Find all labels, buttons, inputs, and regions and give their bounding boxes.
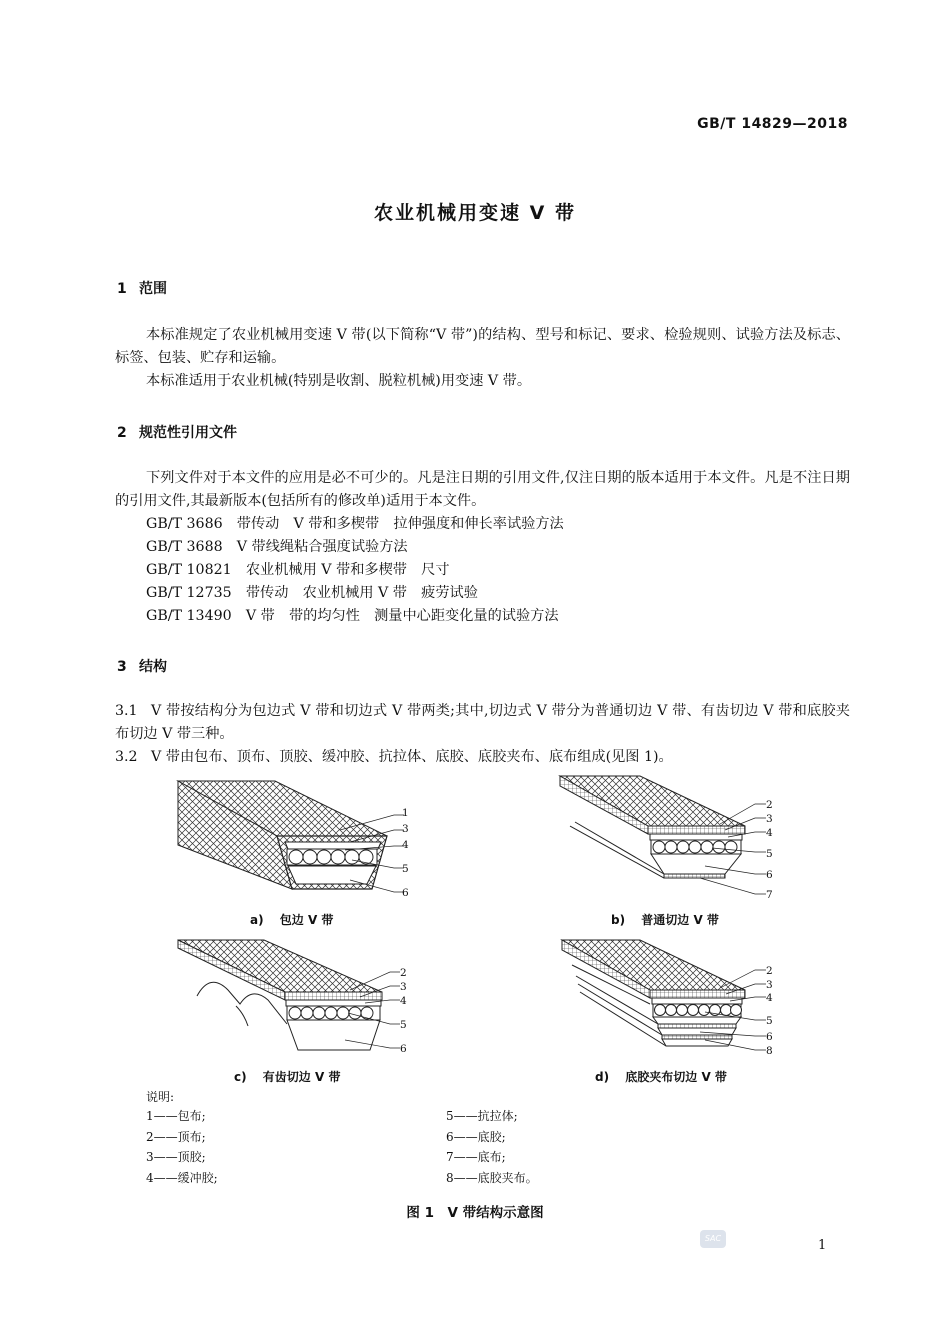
svg-text:8: 8 <box>766 1045 773 1057</box>
standard-number: GB/T 14829—2018 <box>697 116 848 132</box>
svg-text:5: 5 <box>402 863 409 875</box>
reference-item: GB/T 3688 V 带线绳粘合强度试验方法 <box>146 539 408 555</box>
svg-text:3: 3 <box>402 823 409 835</box>
legend-left-column <box>146 1106 218 1188</box>
panel-caption-text: 有齿切边 V 带 <box>262 1070 341 1084</box>
legend-title: 说明: <box>146 1090 175 1104</box>
panel-b-drawing <box>560 776 773 901</box>
reference-item: GB/T 3686 带传动 V 带和多楔带 拉伸强度和伸长率试验方法 <box>146 516 564 532</box>
legend-item: 8——底胶夹布。 <box>446 1170 538 1185</box>
svg-text:1: 1 <box>402 807 409 819</box>
svg-text:7: 7 <box>766 889 773 901</box>
svg-text:4: 4 <box>766 992 773 1004</box>
subclause-text: V 带按结构分为包边式 V 带和切边式 V 带两类;其中,切边式 V 带分为普通切边 V 带、有齿切边 V 带和底胶夹布切边 V 带三种。 <box>115 703 850 742</box>
figure-title: 图 1 V 带结构示意图 <box>406 1205 544 1221</box>
svg-text:4: 4 <box>766 827 773 839</box>
section-2-paragraph-1: 下列文件对于本文件的应用是必不可少的。凡是注日期的引用文件,仅注日期的版本适用于本文件。凡是不注日期的引用文件,其最新版本(包括所有的修改单)适用于本文件。 <box>115 470 850 509</box>
legend-item: 1——包布; <box>146 1109 206 1123</box>
svg-text:3: 3 <box>766 813 773 825</box>
panel-b-caption <box>611 911 719 928</box>
svg-text:6: 6 <box>766 869 773 881</box>
panel-tag: b) <box>611 913 626 927</box>
section-number: 2 <box>117 425 127 441</box>
subclause-text: V 带由包布、顶布、顶胶、缓冲胶、抗拉体、底胶、底胶夹布、底布组成(见图 1)。 <box>151 749 673 765</box>
legend-item: 2——顶布; <box>146 1129 206 1144</box>
legend-item: 4——缓冲胶; <box>146 1170 218 1185</box>
svg-text:4: 4 <box>400 995 407 1007</box>
panel-caption-text: 底胶夹布切边 V 带 <box>625 1070 727 1084</box>
panel-c-drawing <box>178 940 407 1055</box>
panel-caption-text: 包边 V 带 <box>279 913 334 927</box>
svg-text:3: 3 <box>766 979 773 991</box>
legend-item: 5——抗拉体; <box>446 1109 518 1123</box>
svg-text:2: 2 <box>766 799 773 811</box>
svg-text:6: 6 <box>400 1043 407 1055</box>
svg-text:6: 6 <box>766 1031 773 1043</box>
reference-item: GB/T 10821 农业机械用 V 带和多楔带 尺寸 <box>146 562 450 578</box>
sac-watermark-logo: SAC <box>700 1230 726 1248</box>
panel-d-caption <box>595 1068 727 1085</box>
svg-text:2: 2 <box>400 967 407 979</box>
svg-text:2: 2 <box>766 965 773 977</box>
panel-d-drawing <box>562 940 773 1057</box>
panel-tag: d) <box>595 1070 610 1084</box>
svg-text:6: 6 <box>402 887 409 899</box>
section-1-paragraph-1: 本标准规定了农业机械用变速 V 带(以下简称“V 带”)的结构、型号和标记、要求、检验规则、试验方法及标志、标签、包装、贮存和运输。 <box>115 327 850 366</box>
subclause-number: 3.1 <box>115 703 138 719</box>
legend-item: 7——底布; <box>446 1150 506 1165</box>
svg-text:5: 5 <box>766 848 773 860</box>
reference-item: GB/T 12735 带传动 农业机械用 V 带 疲劳试验 <box>146 585 478 601</box>
legend-item: 3——顶胶; <box>146 1150 206 1165</box>
section-1-paragraph-2: 本标准适用于农业机械(特别是收割、脱粒机械)用变速 V 带。 <box>146 373 532 389</box>
section-title: 规范性引用文件 <box>139 425 237 441</box>
panel-caption-text: 普通切边 V 带 <box>641 913 719 927</box>
svg-text:3: 3 <box>400 981 407 993</box>
svg-text:5: 5 <box>766 1015 773 1027</box>
page-number: 1 <box>818 1238 827 1253</box>
svg-text:4: 4 <box>402 839 409 851</box>
reference-item: GB/T 13490 V 带 带的均匀性 测量中心距变化量的试验方法 <box>146 608 559 624</box>
section-title: 范围 <box>139 281 167 297</box>
svg-text:5: 5 <box>400 1019 407 1031</box>
panel-tag: c) <box>234 1070 247 1084</box>
section-number: 1 <box>117 281 127 297</box>
panel-a-caption <box>250 911 333 928</box>
document-title: 农业机械用变速 V 带 <box>374 202 576 224</box>
panel-c-caption <box>234 1068 340 1085</box>
panel-tag: a) <box>250 913 264 927</box>
section-title: 结构 <box>139 659 167 675</box>
legend-right-column <box>446 1106 538 1188</box>
section-number: 3 <box>117 659 127 675</box>
subclause-number: 3.2 <box>115 749 138 765</box>
legend-item: 6——底胶; <box>446 1129 506 1144</box>
panel-a-drawing <box>178 781 409 899</box>
